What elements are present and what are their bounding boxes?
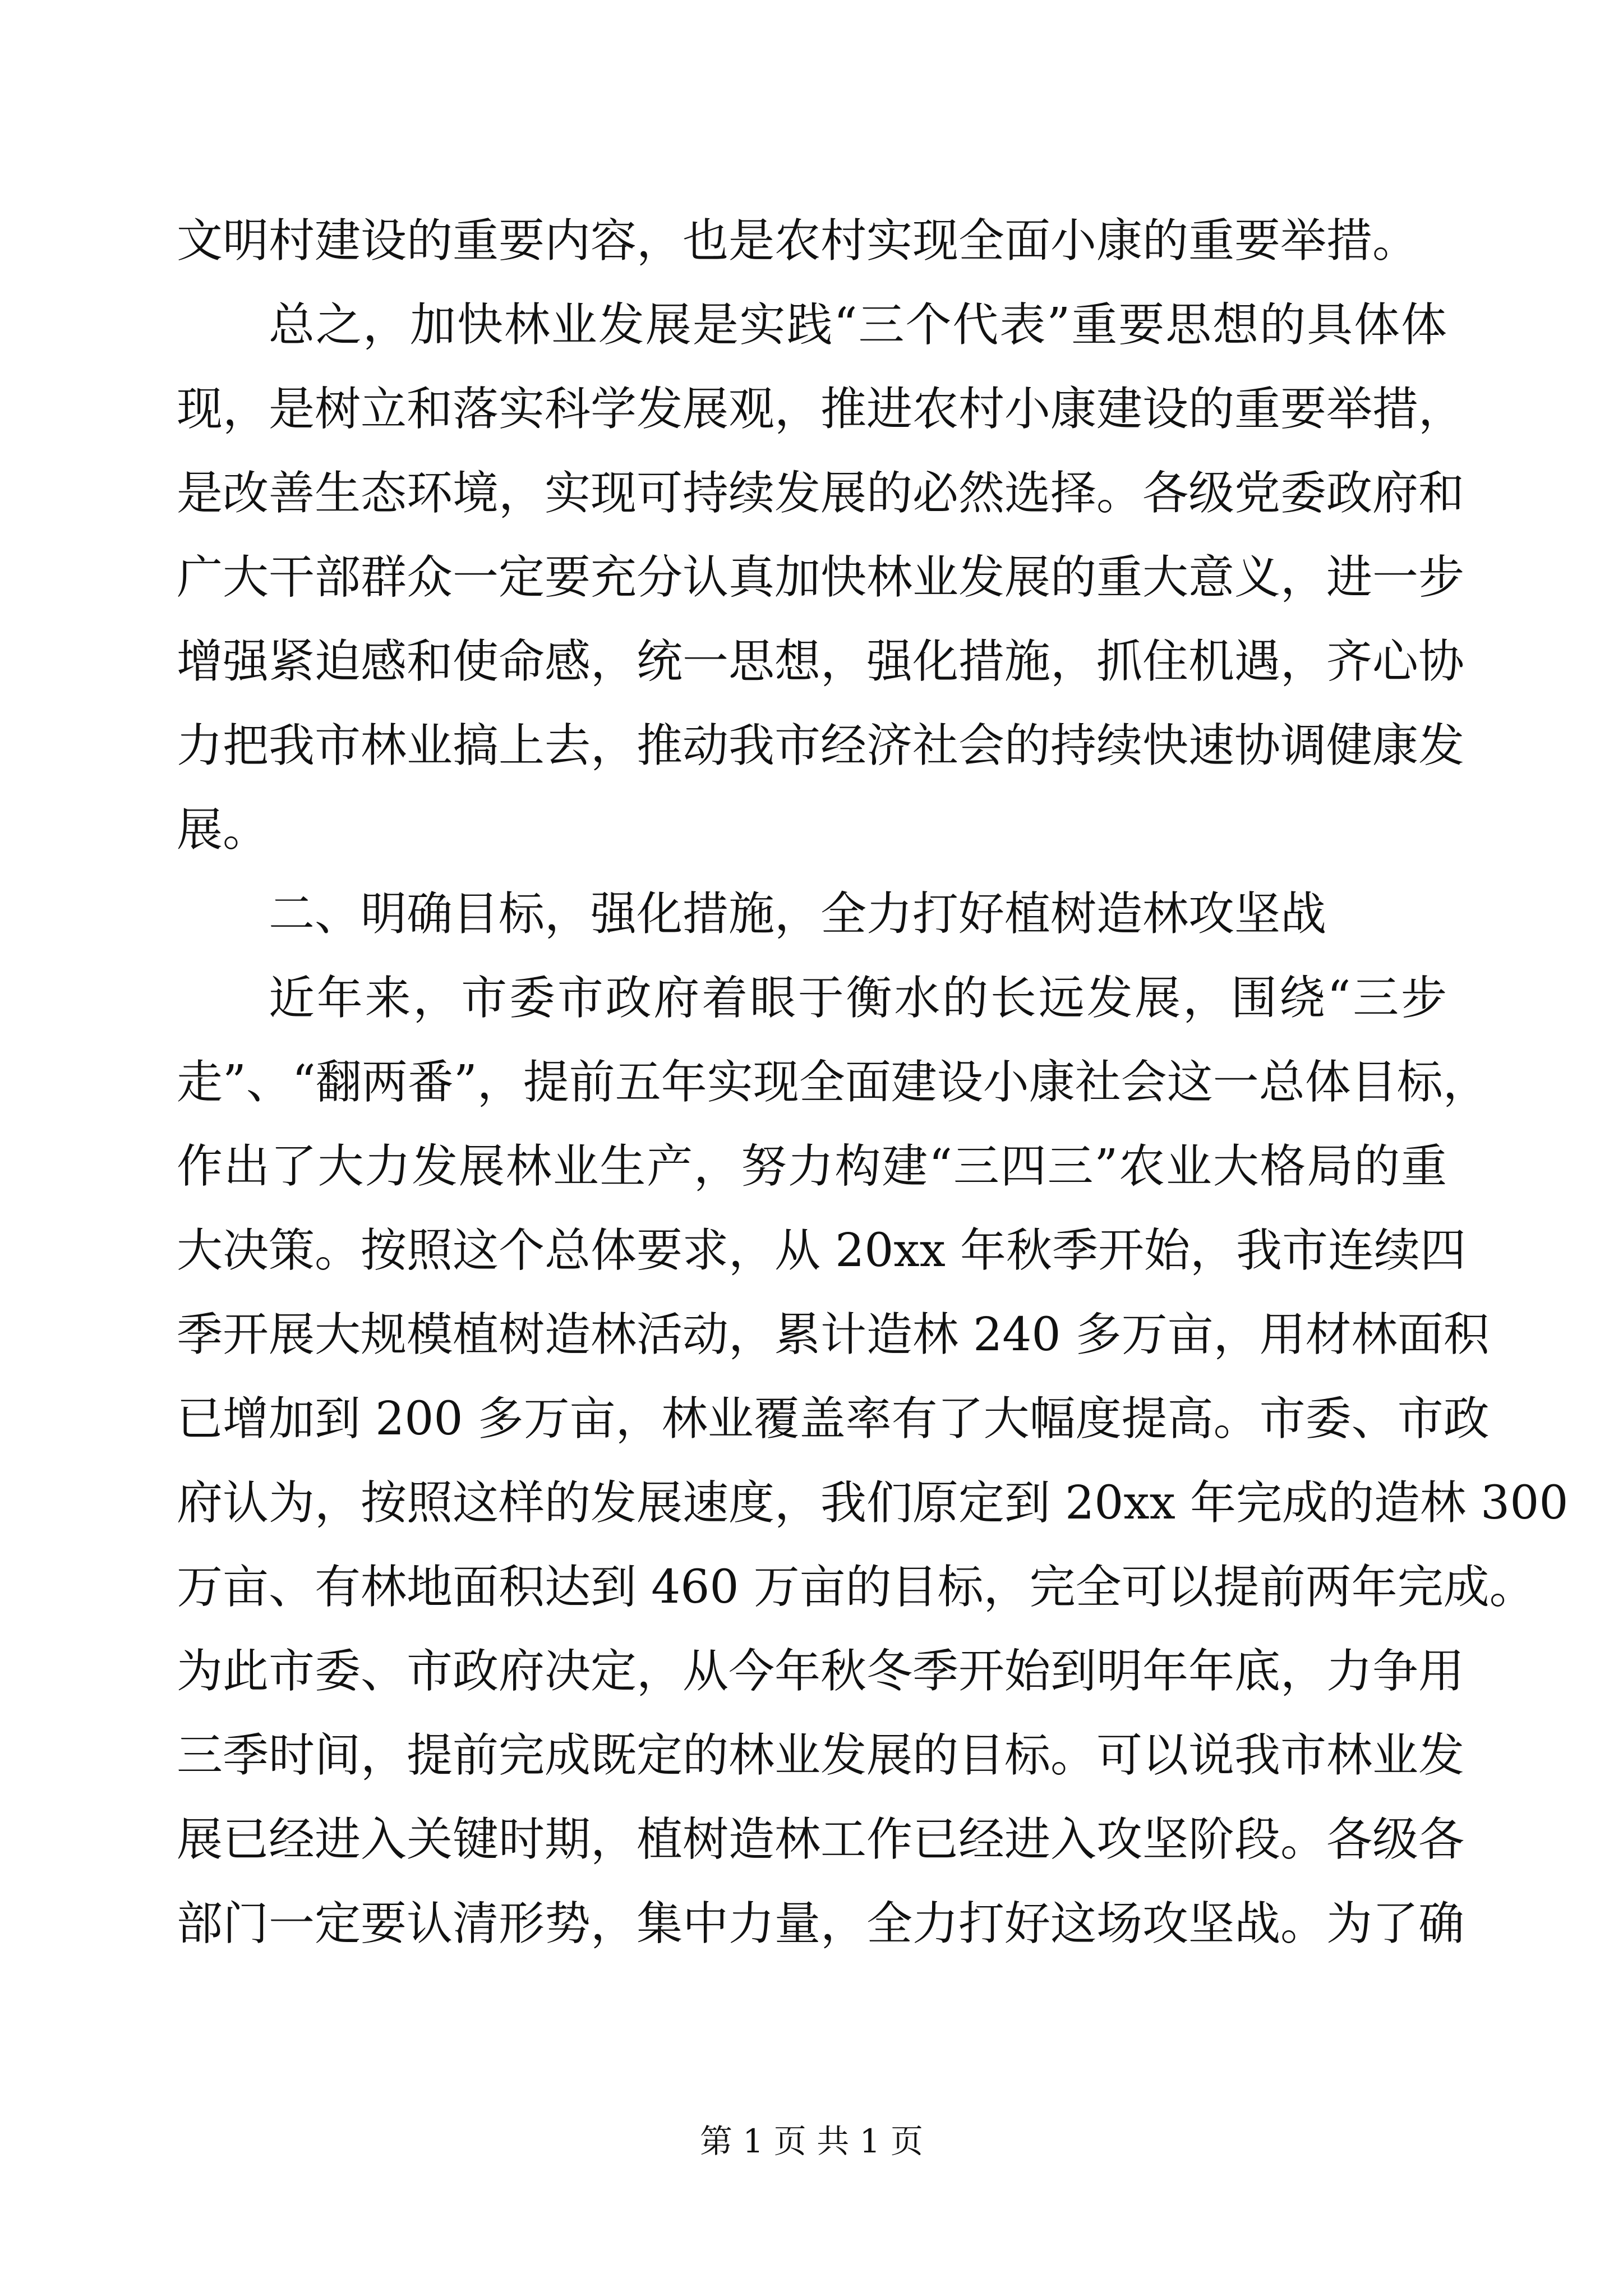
text-line: 为此市委、市政府决定，从今年秋冬季开始到明年年底，力争用 <box>177 1645 1465 1698</box>
text-line: 三季时间，提前完成既定的林业发展的目标。可以说我市林业发 <box>177 1729 1465 1782</box>
page-footer: 第 1 页 共 1 页 <box>700 2122 923 2160</box>
text-line: 展。 <box>177 803 269 857</box>
text-line: 季开展大规模植树造林活动，累计造林 240 多万亩，用材林面积 <box>177 1308 1490 1361</box>
text-line: 总之，加快林业发展是实践“三个代表”重要思想的具体体 <box>269 298 1447 352</box>
text-line: 展已经进入关键时期，植树造林工作已经进入攻坚阶段。各级各 <box>177 1813 1465 1866</box>
body-text <box>177 199 1569 1966</box>
text-line: 近年来，市委市政府着眼于衡水的长远发展，围绕“三步 <box>269 972 1447 1025</box>
text-line: 万亩、有林地面积达到 460 万亩的目标，完全可以提前两年完成。 <box>177 1561 1536 1614</box>
text-line: 府认为，按照这样的发展速度，我们原定到 20xx 年完成的造林 300 <box>177 1476 1569 1530</box>
text-line: 现，是树立和落实科学发展观，推进农村小康建设的重要举措， <box>177 383 1465 436</box>
text-line: 走”、“翻两番”，提前五年实现全面建设小康社会这一总体目标， <box>177 1056 1489 1109</box>
text-line: 是改善生态环境，实现可持续发展的必然选择。各级党委政府和 <box>177 467 1465 520</box>
text-line: 作出了大力发展林业生产，努力构建“三四三”农业大格局的重 <box>177 1140 1447 1193</box>
text-line: 部门一定要认清形势，集中力量，全力打好这场攻坚战。为了确 <box>177 1897 1465 1950</box>
text-line: 增强紧迫感和使命感，统一思想，强化措施，抓住机遇，齐心协 <box>177 635 1465 688</box>
text-line: 大决策。按照这个总体要求，从 20xx 年秋季开始，我市连续四 <box>177 1224 1466 1277</box>
text-line: 广大干部群众一定要充分认真加快林业发展的重大意义，进一步 <box>177 551 1465 604</box>
text-line: 文明村建设的重要内容，也是农村实现全面小康的重要举措。 <box>177 214 1419 268</box>
text-line: 力把我市林业搞上去，推动我市经济社会的持续快速协调健康发 <box>177 719 1465 772</box>
text-line: 二、明确目标，强化措施，全力打好植树造林攻坚战 <box>269 887 1327 941</box>
text-line: 已增加到 200 多万亩，林业覆盖率有了大幅度提高。市委、市政 <box>177 1392 1490 1446</box>
